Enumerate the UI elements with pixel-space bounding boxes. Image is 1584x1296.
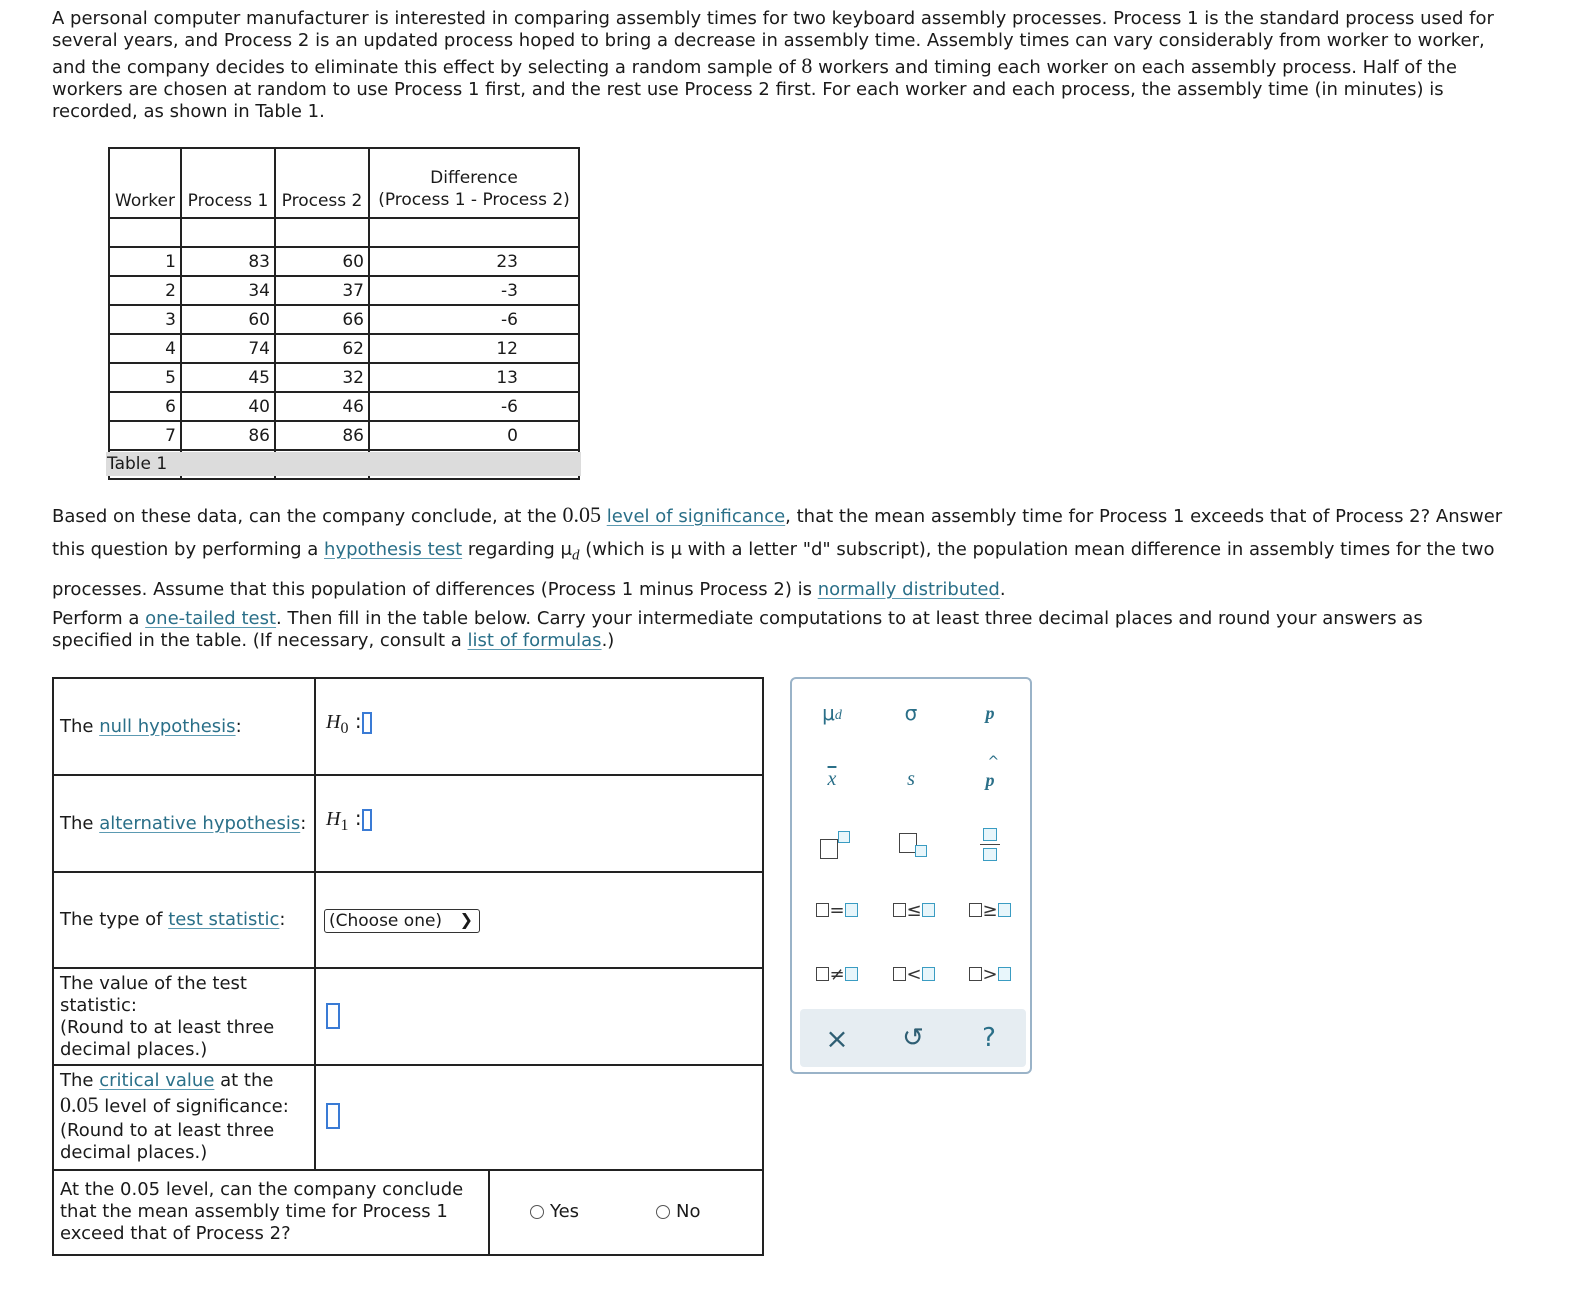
list-of-formulas-link[interactable]: list of formulas xyxy=(467,630,602,651)
null-pre: The xyxy=(60,716,94,737)
question-line-1 xyxy=(52,498,1552,533)
concl-l3: exceed that of Process 2? xyxy=(60,1223,291,1244)
question-l2c: (which is μ with a letter "d" subscript), the population mean difference in assembly times for the two xyxy=(585,539,1495,560)
table-row xyxy=(109,276,579,305)
p-hat-icon: ^ p xyxy=(985,754,1000,790)
null-hypothesis-link[interactable]: null hypothesis xyxy=(99,716,236,737)
crit-l2b: level of significance: xyxy=(104,1096,289,1117)
superscript-icon xyxy=(814,829,850,861)
type-post: : xyxy=(279,909,286,930)
process-1-cell: 34 xyxy=(181,276,275,305)
intro-line-3a: and the company decides to eliminate this effect by selecting a random sample of xyxy=(52,57,796,78)
h1-colon: : xyxy=(354,806,362,830)
subscript-icon xyxy=(893,829,929,861)
alternative-hypothesis-label xyxy=(60,813,306,835)
h1-subscript: 1 xyxy=(340,817,349,834)
process-1-cell: 86 xyxy=(181,421,275,450)
sigma-glyph: σ xyxy=(904,701,918,725)
symbol-palette xyxy=(790,677,1032,1074)
table-row xyxy=(109,334,579,363)
process-2-cell: 66 xyxy=(275,305,369,334)
worker-cell: 5 xyxy=(109,363,181,392)
p-hat-glyph: p xyxy=(985,770,995,790)
help-icon: ? xyxy=(982,1023,996,1053)
null-hypothesis-row xyxy=(54,679,762,776)
problem-intro xyxy=(52,8,1552,123)
mu-d-symbol xyxy=(560,539,580,564)
table-row xyxy=(109,305,579,334)
intro-line-4: workers are chosen at random to use Process 1 first, and the rest use Process 2 first. For each worker and each process, the assembly time (in minutes) is xyxy=(52,79,1444,100)
difference-cell: 0 xyxy=(369,421,579,450)
difference-cell: 13 xyxy=(369,363,579,392)
critical-value-input[interactable] xyxy=(326,1103,340,1129)
worker-cell: 4 xyxy=(109,334,181,363)
hypothesis-test-link[interactable]: hypothesis test xyxy=(324,539,463,560)
fraction-button[interactable] xyxy=(960,825,1020,865)
process-1-cell: 60 xyxy=(181,305,275,334)
instructions-l1b: . Then fill in the table below. Carry your intermediate computations to at least three decimal places and round your answers as xyxy=(276,608,1423,629)
radio-circle-icon xyxy=(656,1205,670,1219)
header-difference-bottom: (Process 1 - Process 2) xyxy=(378,190,570,210)
null-post: : xyxy=(235,716,242,737)
concl-l2: that the mean assembly time for Process 1 xyxy=(60,1201,448,1222)
help-button[interactable] xyxy=(959,1018,1019,1058)
difference-cell: -3 xyxy=(369,276,579,305)
intro-line-3b: workers and timing each worker on each assembly process. Half of the xyxy=(818,57,1457,78)
table-header-row xyxy=(109,148,579,218)
question-l3a: processes. Assume that this population of differences (Process 1 minus Process 2) is xyxy=(52,578,812,600)
table-row xyxy=(109,392,579,421)
conclusion-label xyxy=(60,1179,463,1245)
crit-l4: decimal places.) xyxy=(60,1142,208,1163)
one-tailed-test-link[interactable]: one-tailed test xyxy=(145,608,277,629)
answer-table xyxy=(52,677,764,1256)
mu-symbol: μ xyxy=(560,539,572,560)
superscript-button[interactable] xyxy=(802,825,862,865)
question-l2b: regarding xyxy=(467,539,555,560)
difference-cell: -6 xyxy=(369,305,579,334)
instructions-line-1 xyxy=(52,608,1552,630)
greater-equal-glyph: ≥ xyxy=(982,899,998,921)
less-equal-button[interactable] xyxy=(884,890,944,930)
intro-line-5: recorded, as shown in Table 1. xyxy=(52,101,325,122)
less-equal-glyph: ≤ xyxy=(906,899,922,921)
crit-pre: The xyxy=(60,1070,94,1091)
normally-distributed-link[interactable]: normally distributed xyxy=(817,578,1000,600)
subscript-button[interactable] xyxy=(881,825,941,865)
h1-expression xyxy=(326,806,372,835)
instructions-l2a: specified in the table. (If necessary, consult a xyxy=(52,630,462,651)
process-1-cell: 83 xyxy=(181,247,275,276)
greater-equal-button[interactable] xyxy=(960,890,1020,930)
test-statistic-type-row xyxy=(54,873,762,969)
x-bar-button[interactable] xyxy=(802,759,862,799)
conclusion-row xyxy=(54,1171,762,1254)
h0-colon: : xyxy=(354,709,362,733)
crit-post: at the xyxy=(220,1070,274,1091)
chevron-down-icon: ❯ xyxy=(459,910,473,929)
assembly-times-table xyxy=(108,147,580,480)
p-hat-button[interactable] xyxy=(960,754,1020,799)
d-subscript: d xyxy=(571,547,580,564)
critical-value-row xyxy=(54,1066,762,1171)
x-bar-glyph: $\overline{x}$ xyxy=(827,767,837,790)
worker-cell: 6 xyxy=(109,392,181,421)
fraction-icon xyxy=(978,828,1002,862)
process-2-cell: 37 xyxy=(275,276,369,305)
s-glyph: s xyxy=(907,767,915,790)
p-button[interactable] xyxy=(960,693,1020,733)
crit-line-2 xyxy=(60,1094,289,1118)
clear-button[interactable] xyxy=(807,1018,867,1058)
test-statistic-type-label xyxy=(60,909,285,931)
header-difference xyxy=(369,148,579,218)
h0-subscript: 0 xyxy=(340,720,349,737)
process-2-cell: 60 xyxy=(275,247,369,276)
alt-post: : xyxy=(300,813,307,834)
process-1-cell: 74 xyxy=(181,334,275,363)
test-statistic-value-label xyxy=(60,973,274,1061)
crit-alpha: 0.05 xyxy=(60,1092,99,1117)
alt-pre: The xyxy=(60,813,94,834)
level-of-significance-link[interactable]: level of significance xyxy=(606,506,786,527)
mu-d-button[interactable] xyxy=(802,693,862,733)
sigma-button[interactable] xyxy=(881,693,941,733)
question-l3b: . xyxy=(999,578,1006,600)
process-2-cell: 46 xyxy=(275,392,369,421)
instructions-text xyxy=(52,608,1552,652)
h0-expression xyxy=(326,709,372,738)
worker-cell: 7 xyxy=(109,421,181,450)
no-label: No xyxy=(676,1201,701,1222)
value-l1: The value of the test xyxy=(60,973,247,994)
radio-circle-icon xyxy=(530,1205,544,1219)
alternative-hypothesis-link[interactable]: alternative hypothesis xyxy=(99,813,301,834)
question-line-3 xyxy=(52,573,1552,606)
sample-size: 8 xyxy=(801,53,813,78)
test-statistic-link[interactable]: test statistic xyxy=(168,909,280,930)
mu-glyph: μ xyxy=(822,701,835,725)
less-than-glyph: < xyxy=(906,963,922,985)
worker-cell: 1 xyxy=(109,247,181,276)
null-hypothesis-label xyxy=(60,716,242,738)
equals-glyph: = xyxy=(829,899,845,921)
instructions-line-2 xyxy=(52,630,1552,652)
not-equal-glyph: ≠ xyxy=(829,963,845,985)
instructions-l1a: Perform a xyxy=(52,608,140,629)
no-radio[interactable] xyxy=(656,1201,700,1222)
worker-cell: 3 xyxy=(109,305,181,334)
question-l2a: this question by performing a xyxy=(52,539,319,560)
header-difference-top: Difference xyxy=(430,168,518,188)
p-glyph: p xyxy=(985,702,995,723)
intro-line-1: A personal computer manufacturer is interested in comparing assembly times for two keyboard assembly processes. Process 1 is the standard process used for xyxy=(52,8,1494,29)
close-icon: × xyxy=(825,1021,849,1055)
process-2-cell: 62 xyxy=(275,334,369,363)
crit-l3: (Round to at least three xyxy=(60,1120,275,1141)
worker-cell: 2 xyxy=(109,276,181,305)
alternative-hypothesis-row xyxy=(54,776,762,873)
question-line-2 xyxy=(52,533,1552,573)
table-row xyxy=(109,421,579,450)
question-l1b: , that the mean assembly time for Process 1 exceeds that of Process 2? Answer xyxy=(785,506,1503,527)
critical-value-label xyxy=(60,1070,289,1164)
select-value: (Choose one) xyxy=(329,911,443,931)
h1-symbol: H xyxy=(326,808,341,830)
undo-icon: ↺ xyxy=(902,1023,924,1053)
table-row xyxy=(109,363,579,392)
header-process-2: Process 2 xyxy=(275,148,369,218)
intro-line-2: several years, and Process 2 is an updated process hoped to bring a decrease in assembly time. Assembly times can vary considerably from worker to worker, xyxy=(52,30,1485,51)
header-process-1: Process 1 xyxy=(181,148,275,218)
process-1-cell: 45 xyxy=(181,363,275,392)
yes-label: Yes xyxy=(550,1201,580,1222)
equals-button[interactable] xyxy=(807,890,867,930)
concl-l1: At the 0.05 level, can the company conclude xyxy=(60,1179,464,1200)
test-statistic-input[interactable] xyxy=(326,1003,340,1029)
type-pre: The type of xyxy=(60,909,163,930)
table-row xyxy=(109,247,579,276)
undo-button[interactable] xyxy=(883,1018,943,1058)
intro-line-3 xyxy=(52,55,1552,79)
h0-input[interactable] xyxy=(362,712,372,734)
greater-than-glyph: > xyxy=(982,963,998,985)
value-l2: statistic: xyxy=(60,995,137,1016)
difference-cell: 23 xyxy=(369,247,579,276)
process-1-cell: 40 xyxy=(181,392,275,421)
critical-value-link[interactable]: critical value xyxy=(99,1070,215,1091)
value-l4: decimal places.) xyxy=(60,1039,208,1060)
question-text xyxy=(52,498,1552,606)
table-caption: Table 1 xyxy=(106,452,581,476)
test-statistic-value-row xyxy=(54,969,762,1066)
header-worker: Worker xyxy=(109,148,181,218)
yes-radio[interactable] xyxy=(530,1201,579,1222)
not-equal-button[interactable] xyxy=(807,954,867,994)
mu-sub-glyph: d xyxy=(834,708,842,723)
instructions-l2b: .) xyxy=(601,630,615,651)
less-than-button[interactable] xyxy=(884,954,944,994)
process-2-cell: 32 xyxy=(275,363,369,392)
question-l1a: Based on these data, can the company conclude, at the xyxy=(52,506,557,527)
crit-line-1 xyxy=(60,1070,289,1092)
test-statistic-select[interactable] xyxy=(324,909,480,933)
significance-level: 0.05 xyxy=(562,502,601,527)
s-button[interactable] xyxy=(881,759,941,799)
difference-cell: 12 xyxy=(369,334,579,363)
h1-input[interactable] xyxy=(362,809,372,831)
h0-symbol: H xyxy=(326,711,341,733)
value-l3: (Round to at least three xyxy=(60,1017,275,1038)
difference-cell: -6 xyxy=(369,392,579,421)
process-2-cell: 86 xyxy=(275,421,369,450)
greater-than-button[interactable] xyxy=(960,954,1020,994)
